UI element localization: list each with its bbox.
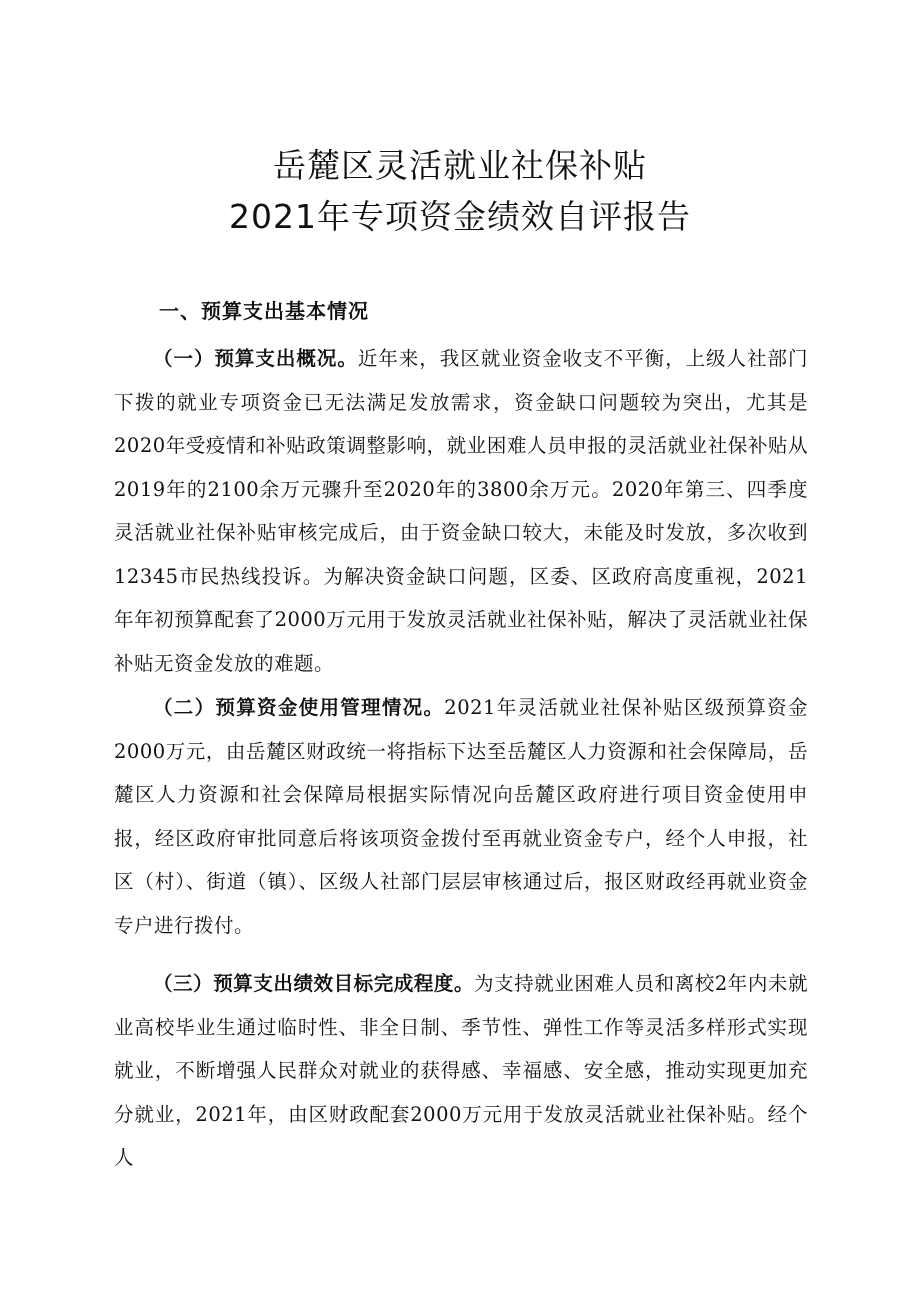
paragraph-body-2: 2021年灵活就业社保补贴区级预算资金2000万元，由岳麓区财政统一将指标下达至岳麓区人力资源和社会保障局，岳麓区人力资源和社会保障局根据实际情况向岳麓区政府进行项目资金使用申报，经区政府审批同意后将该项资金拨付至再就业资金专户，经个人申报，社区（村）、街道（镇）、区级人社部门层层审核通过后，报区财政经再就业资金专户进行拨付。 [114,696,808,937]
document-title-line-2: 2021年专项资金绩效自评报告 [229,197,691,236]
paragraph-lead-2: （二）预算资金使用管理情况。 [153,696,445,719]
paragraph-fund-management [114,686,808,947]
paragraph-body-1: 近年来，我区就业资金收支不平衡，上级人社部门下拨的就业专项资金已无法满足发放需求，资金缺口问题较为突出，尤其是2020年受疫情和补贴政策调整影响，就业困难人员申报的灵活就业社保补贴从2019年的2100余万元骤升至2020年的3800余万元。2020年第三、四季度灵活就业社保补贴审核完成后，由于资金缺口较大，未能及时发放，多次收到12345市民热线投诉。为解决资金缺口问题，区委、区政府高度重视，2021年年初预算配套了2000万元用于发放灵活就业社保补贴，解决了灵活就业社保补贴无资金发放的难题。 [114,347,808,675]
paragraph-lead-1: （一）预算支出概况。 [153,347,358,370]
section-heading-budget-overview: 一、预算支出基本情况 [159,299,369,323]
paragraph-lead-3: （三）预算支出绩效目标完成程度。 [153,972,475,995]
document-title-line-1: 岳麓区灵活就业社保补贴 [273,146,647,185]
paragraph-body-3: 为支持就业困难人员和离校2年内未就业高校毕业生通过临时性、非全日制、季节性、弹性工作等灵活多样形式实现就业，不断增强人民群众对就业的获得感、幸福感、安全感，推动实现更加充分就业，2021年，由区财政配套2000万元用于发放灵活就业社保补贴。经个人 [114,972,808,1169]
paragraph-budget-expenditure-overview [114,337,808,685]
paragraph-performance-goal [114,962,808,1180]
